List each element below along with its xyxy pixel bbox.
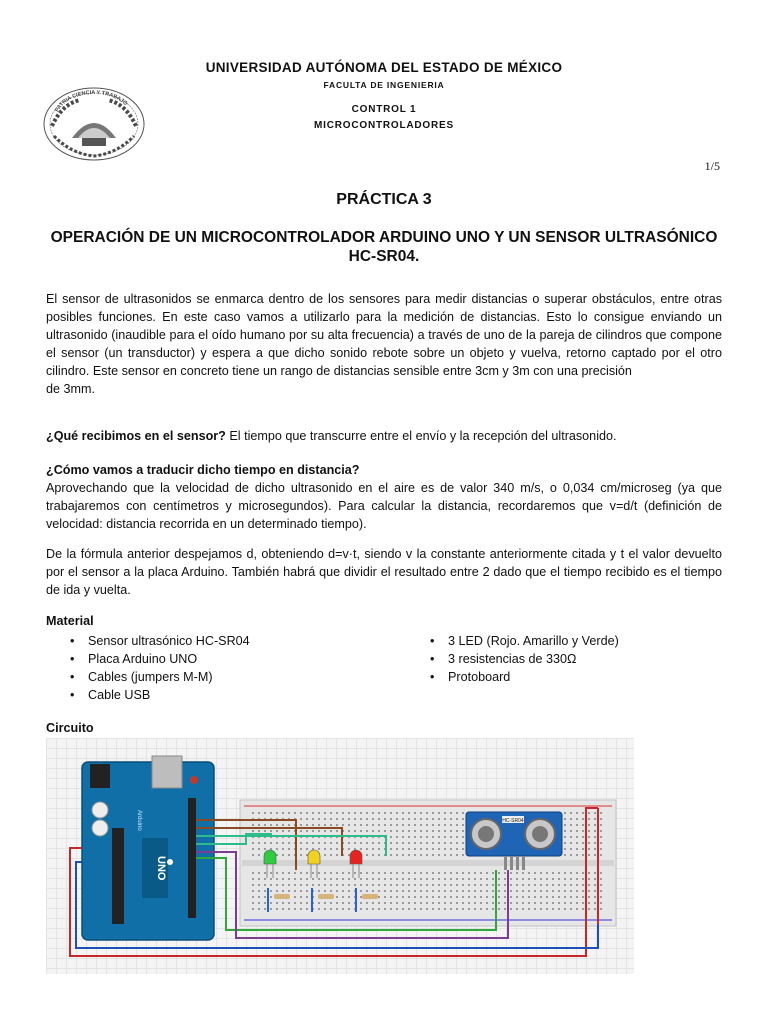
list-item: • 3 resistencias de 330Ω: [424, 650, 619, 668]
question-1-paragraph: [46, 427, 722, 445]
material-list-right: [424, 632, 619, 686]
circuit-diagram: [46, 738, 634, 974]
led-yellow-body: [308, 850, 320, 864]
material-list-left: [64, 632, 250, 704]
list-item: • Sensor ultrasónico HC-SR04: [64, 632, 250, 650]
arduino-board: [82, 756, 214, 940]
seal-text: PATRIA CIENCIA Y TRABAJO: [54, 89, 129, 114]
formula-paragraph: De la fórmula anterior despejamos d, obteniendo d=v·t, siendo v la constante anteriormente citada y t el valor devuelto por el sensor a la placa Arduino. También habrá que dividir el resultado entre 2 dado que el tiempo recibido es el tiempo de ida y vuelta.: [46, 547, 722, 597]
answer-1: El tiempo que transcurre entre el envío y la recepción del ultrasonido.: [225, 429, 617, 443]
intro-text: El sensor de ultrasonidos se enmarca dentro de los sensores para medir distancias o superar obstáculos, entre otras posibles funciones. En este caso vamos a utilizarlo para la medición de distancias. Esto lo consigue enviando un ultrasonido (inaudible para el oído humano por su alta frecuencia) a través de uno de la pareja de cilindros que compone el sensor (un transductor) y espera a que dicho sonido rebote sobre un objeto y vuelva, retorno captado por el otro cilindro. Este sensor en concreto tiene un rango de distancias sensible entre 3cm y 3m con una precisión: [46, 292, 722, 378]
subject-label: MICROCONTROLADORES: [314, 120, 454, 131]
control-label: CONTROL 1: [351, 104, 417, 115]
list-item: • Protoboard: [424, 668, 619, 686]
list-item: • Placa Arduino UNO: [64, 650, 250, 668]
question-1: ¿Qué recibimos en el sensor?: [46, 429, 226, 443]
faculty-name: FACULTA DE INGENIERIA: [323, 80, 445, 90]
board-label: UNO: [155, 856, 167, 881]
led-red-body: [350, 850, 362, 864]
list-item: • Cables (jumpers M-M): [64, 668, 250, 686]
sensor-label: HC-SR04: [502, 818, 524, 824]
list-item: • Cable USB: [64, 686, 250, 704]
university-name: UNIVERSIDAD AUTÓNOMA DEL ESTADO DE MÉXICO: [205, 60, 563, 75]
question-2-paragraph: [46, 461, 722, 533]
material-heading: Material: [46, 614, 94, 628]
answer-2: Aprovechando que la velocidad de dicho ultrasonido en el aire es de valor 340 m/s, o 0,034 cm/microseg (ya que trabajaremos con centímetros y microsegundos). Para calcular la distancia, recordaremos que v=d/t (definición de velocidad: distancia recorrida en un determinado tiempo).: [46, 481, 722, 531]
page-number: 1/5: [704, 159, 720, 173]
university-seal-logo: [42, 86, 146, 162]
document-title: OPERACIÓN DE UN MICROCONTROLADOR ARDUINO UNO Y UN SENSOR ULTRASÓNICO HC-SR04.: [50, 229, 718, 265]
intro-paragraph: [46, 290, 722, 398]
circuit-svg: [46, 738, 634, 974]
led-green-body: [264, 850, 276, 864]
intro-end-text: de 3mm.: [46, 382, 95, 396]
list-item: • 3 LED (Rojo. Amarillo y Verde): [424, 632, 619, 650]
circuit-heading: Circuito: [46, 721, 94, 735]
practice-title: PRÁCTICA 3: [336, 191, 432, 208]
question-2: ¿Cómo vamos a traducir dicho tiempo en distancia?: [46, 463, 360, 477]
board-brand: Arduino: [136, 810, 142, 831]
